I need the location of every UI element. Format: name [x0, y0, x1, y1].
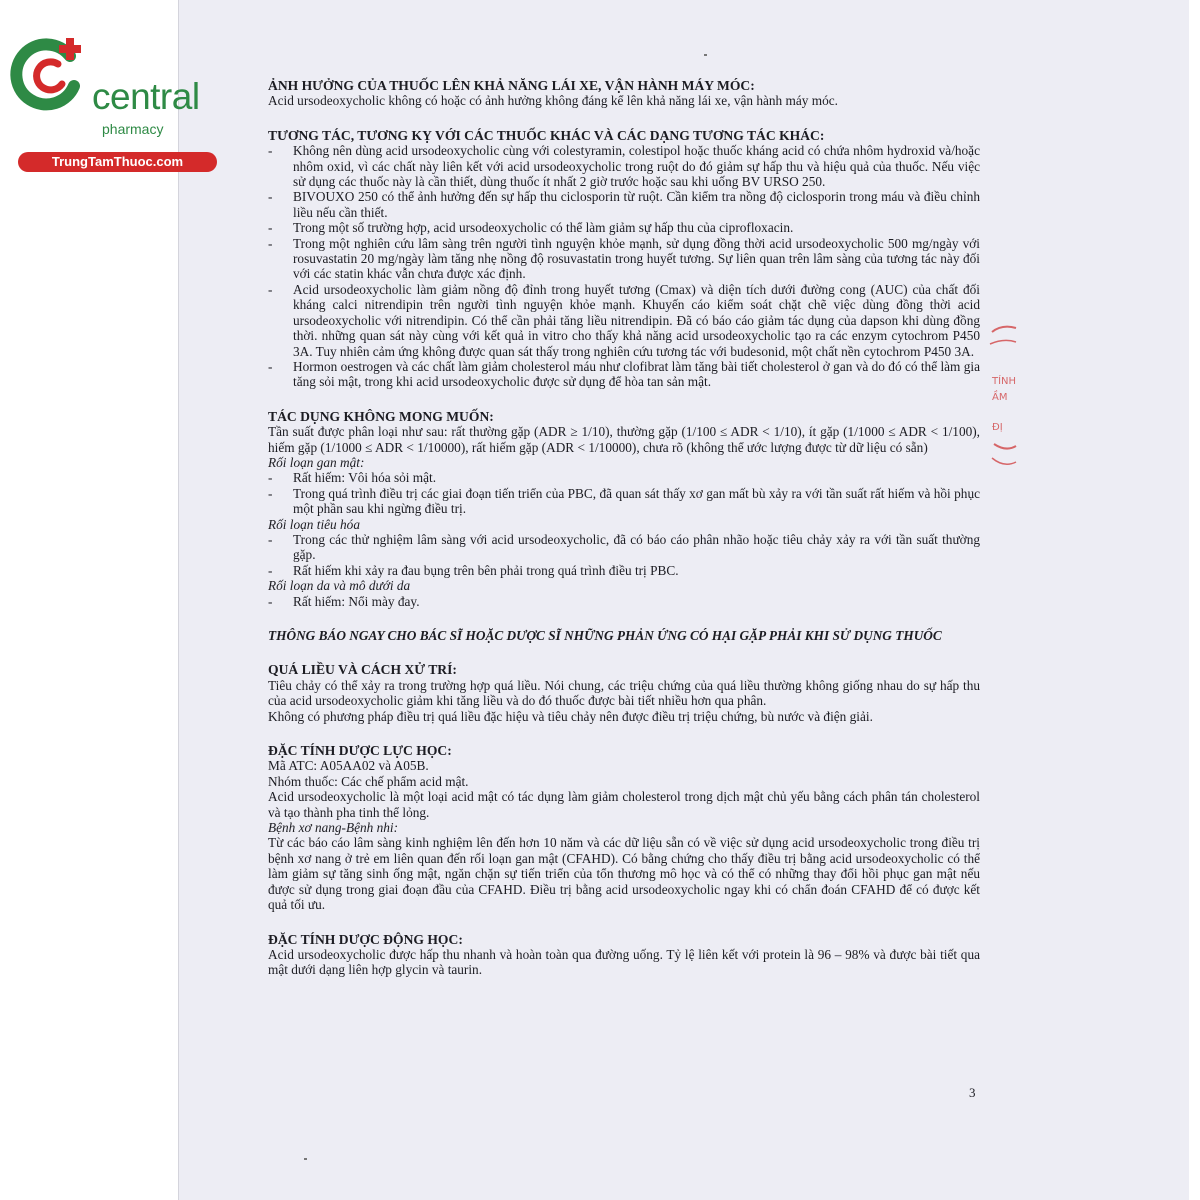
adverse-intro: Tần suất được phân loại như sau: rất thường gặp (ADR ≥ 1/10), thường gặp (1/100 ≤ ADR < 1/10), ít gặp (1/1000 ≤ ADR < 1/100), hiếm gặp (1/1000 ≤ ADR < 1/10000), rất hiếm gặp (ADR < 1/10000), chưa rõ (không thể ước lượng được từ dữ liệu có sẵn) [268, 424, 980, 455]
adverse-item: - Rất hiếm khi xảy ra đau bụng trên bên phải trong quá trình điều trị PBC. [268, 562, 679, 578]
stamp-text-3: ĐỊ [992, 422, 1003, 433]
adverse-item: - Trong các thử nghiệm lâm sàng với acid ursodeoxycholic, đã có báo cáo phân nhão hoặc tiêu chảy xảy ra với tần suất thường gặp. [268, 531, 980, 563]
section-title-overdose: QUÁ LIỀU VÀ CÁCH XỬ TRÍ: [268, 662, 457, 678]
adverse-item: - Trong quá trình điều trị các giai đoạn tiến triển của PBC, đã quan sát thấy xơ gan mất bù xảy ra với tần suất rất hiếm và hồi phục một phần sau khi ngừng điều trị. [268, 485, 980, 517]
cystic-fibrosis-text: Từ các báo cáo lâm sàng kinh nghiệm lên đến hơn 10 năm và các dữ liệu sẵn có về việc sử dụng acid ursodeoxycholic trong điều trị bệnh xơ nang ở trẻ em liên quan đến rối loạn gan mật (CFAHD). Có bằng chứng cho thấy điều trị bằng acid ursodeoxycholic có thể làm giảm sự tăng sinh ống mật, ngăn chặn sự tiến triển của tổn thương mô học và có thể có những thay đổi hồi phục gan mật nếu được sử dụng trong giai đoạn đầu của CFAHD. Điều trị bằng acid ursodeoxycholic ngay khi có chẩn đoán CFAHD để có được kết quả tối ưu. [268, 835, 980, 913]
central-pharmacy-logo-icon [8, 34, 92, 118]
interaction-item: - Trong một số trường hợp, acid ursodeoxycholic có thể làm giảm sự hấp thu của ciprofloxacin. [268, 220, 794, 236]
report-notice: THÔNG BÁO NGAY CHO BÁC SĨ HOẶC DƯỢC SĨ NHỮNG PHẢN ỨNG CÓ HẠI GẶP PHẢI KHI SỬ DỤNG THUỐC [268, 628, 942, 643]
brand-logo [8, 34, 218, 169]
brand-name: central [92, 76, 200, 117]
pharmacokinetics-text: Acid ursodeoxycholic được hấp thu nhanh và hoàn toàn qua đường uống. Tỷ lệ liên kết với protein là 96 – 98% và được bài tiết qua mật dưới dạng liên hợp glycin và taurin. [268, 946, 980, 978]
driving-text: Acid ursodeoxycholic không có hoặc có ảnh hưởng không đáng kể lên khả năng lái xe, vận hành máy móc. [268, 93, 838, 109]
cystic-fibrosis-heading: Bệnh xơ nang-Bệnh nhi: [268, 820, 399, 836]
atc-code: Mã ATC: A05AA02 và A05B. [268, 758, 429, 774]
adverse-item: - Rất hiếm: Vôi hóa sỏi mật. [268, 470, 437, 486]
interaction-item: - Hormon oestrogen và các chất làm giảm cholesterol máu như clofibrat làm tăng bài tiết cholesterol ở gan và do đó có thể làm gia tăng sỏi mật, trong khi acid ursodeoxycholic được sử dụng để hòa tan sản mật. [268, 358, 980, 390]
stamp-text-1: TÍNH [992, 376, 1017, 387]
overdose-text-2: Không có phương pháp điều trị quá liều đặc hiệu và tiêu chảy nên được điều trị triệu chứng, bù nước và điện giải. [268, 708, 873, 724]
document-body [268, 78, 980, 978]
brand-subtitle: pharmacy [102, 121, 164, 137]
interaction-item: - Trong một nghiên cứu lâm sàng trên người tình nguyện khỏe mạnh, sử dụng đồng thời acid ursodeoxycholic 500 mg/ngày với rosuvastatin 20 mg/ngày làm tăng nhẹ nồng độ rosuvastatin trong huyết tương. Sự liên quan trên lâm sàng của tương tác này đối với các statin khác vẫn chưa được xác định. [268, 235, 980, 282]
stamp-text-2: ẦM [992, 392, 1008, 403]
adverse-item: - Rất hiếm: Nổi mày đay. [268, 593, 420, 609]
pharmacodynamics-text: Acid ursodeoxycholic là một loại acid mật có tác dụng làm giảm cholesterol trong dịch mật chủ yếu bằng cách phân tán cholesterol và tạo thành pha tinh thể lỏng. [268, 789, 980, 820]
drug-group: Nhóm thuốc: Các chế phẩm acid mật. [268, 773, 469, 789]
brand-url-badge: TrungTamThuoc.com [18, 152, 217, 172]
overdose-text-1: Tiêu chảy có thể xảy ra trong trường hợp quá liều. Nói chung, các triệu chứng của quá liều thường không giống nhau do sự hấp thu của acid ursodeoxycholic giảm khi tăng liều và do đó thuốc được bài tiết nhiều hơn qua phân. [268, 677, 980, 709]
section-title-pharmacokinetics: ĐẶC TÍNH DƯỢC ĐỘNG HỌC: [268, 931, 463, 947]
interaction-item: - Không nên dùng acid ursodeoxycholic cùng với colestyramin, colestipol hoặc thuốc kháng acid có chứa nhôm hydroxid và/hoặc nhôm oxid, vì các chất này liên kết với acid ursodeoxycholic trong ruột do đó giảm sự hấp thu và hiệu quả của thuốc. Nếu việc sử dụng các thuốc này là cần thiết, dùng thuốc ít nhất 2 giờ trước hoặc sau khi uống BV URSO 250. [268, 143, 980, 190]
section-title-adverse: TÁC DỤNG KHÔNG MONG MUỐN: [268, 408, 494, 424]
section-title-driving: ẢNH HƯỞNG CỦA THUỐC LÊN KHẢ NĂNG LÁI XE, VẬN HÀNH MÁY MÓC: [268, 78, 755, 93]
interaction-item: - Acid ursodeoxycholic làm giảm nồng độ đỉnh trong huyết tương (Cmax) và diện tích dưới đường cong (AUC) của chất đối kháng calci nitrendipin trên người tình nguyện khỏe mạnh. Khuyến cáo kiểm soát chặt chẽ việc dùng đồng thời acid ursodeoxycholic với nitrendipin. Có thể cần phải tăng liều nitrendipin. Đã có báo cáo giảm tác dụng của dapson khi dùng đồng thời. những quan sát này cùng với kết quả in vitro cho thấy khả năng acid ursodeoxycholic tạo ra các enzym cytochrom P450 3A. Tuy nhiên cảm ứng không được quan sát thấy trong nghiên cứu tương tác với budesonid, một chất nền cytochrom P450 3A. [268, 281, 980, 359]
adverse-group-heading: Rối loạn da và mô dưới da [268, 578, 411, 594]
section-title-interactions: TƯƠNG TÁC, TƯƠNG KỴ VỚI CÁC THUỐC KHÁC VÀ CÁC DẠNG TƯƠNG TÁC KHÁC: [268, 127, 825, 143]
interaction-item: - BIVOUXO 250 có thể ảnh hưởng đến sự hấp thu ciclosporin từ ruột. Cần kiểm tra nồng độ ciclosporin trong máu và điều chỉnh liều nếu cần thiết. [268, 189, 980, 220]
adverse-group-heading: Rối loạn gan mật: [268, 454, 365, 470]
section-title-pharmacodynamics: ĐẶC TÍNH DƯỢC LỰC HỌC: [268, 743, 452, 759]
adverse-group-heading: Rối loạn tiêu hóa [268, 516, 360, 532]
red-stamp-fragment [988, 322, 1018, 472]
scan-speck [704, 54, 707, 56]
page-number: 3 [969, 1085, 976, 1100]
scan-speck [304, 1158, 307, 1160]
